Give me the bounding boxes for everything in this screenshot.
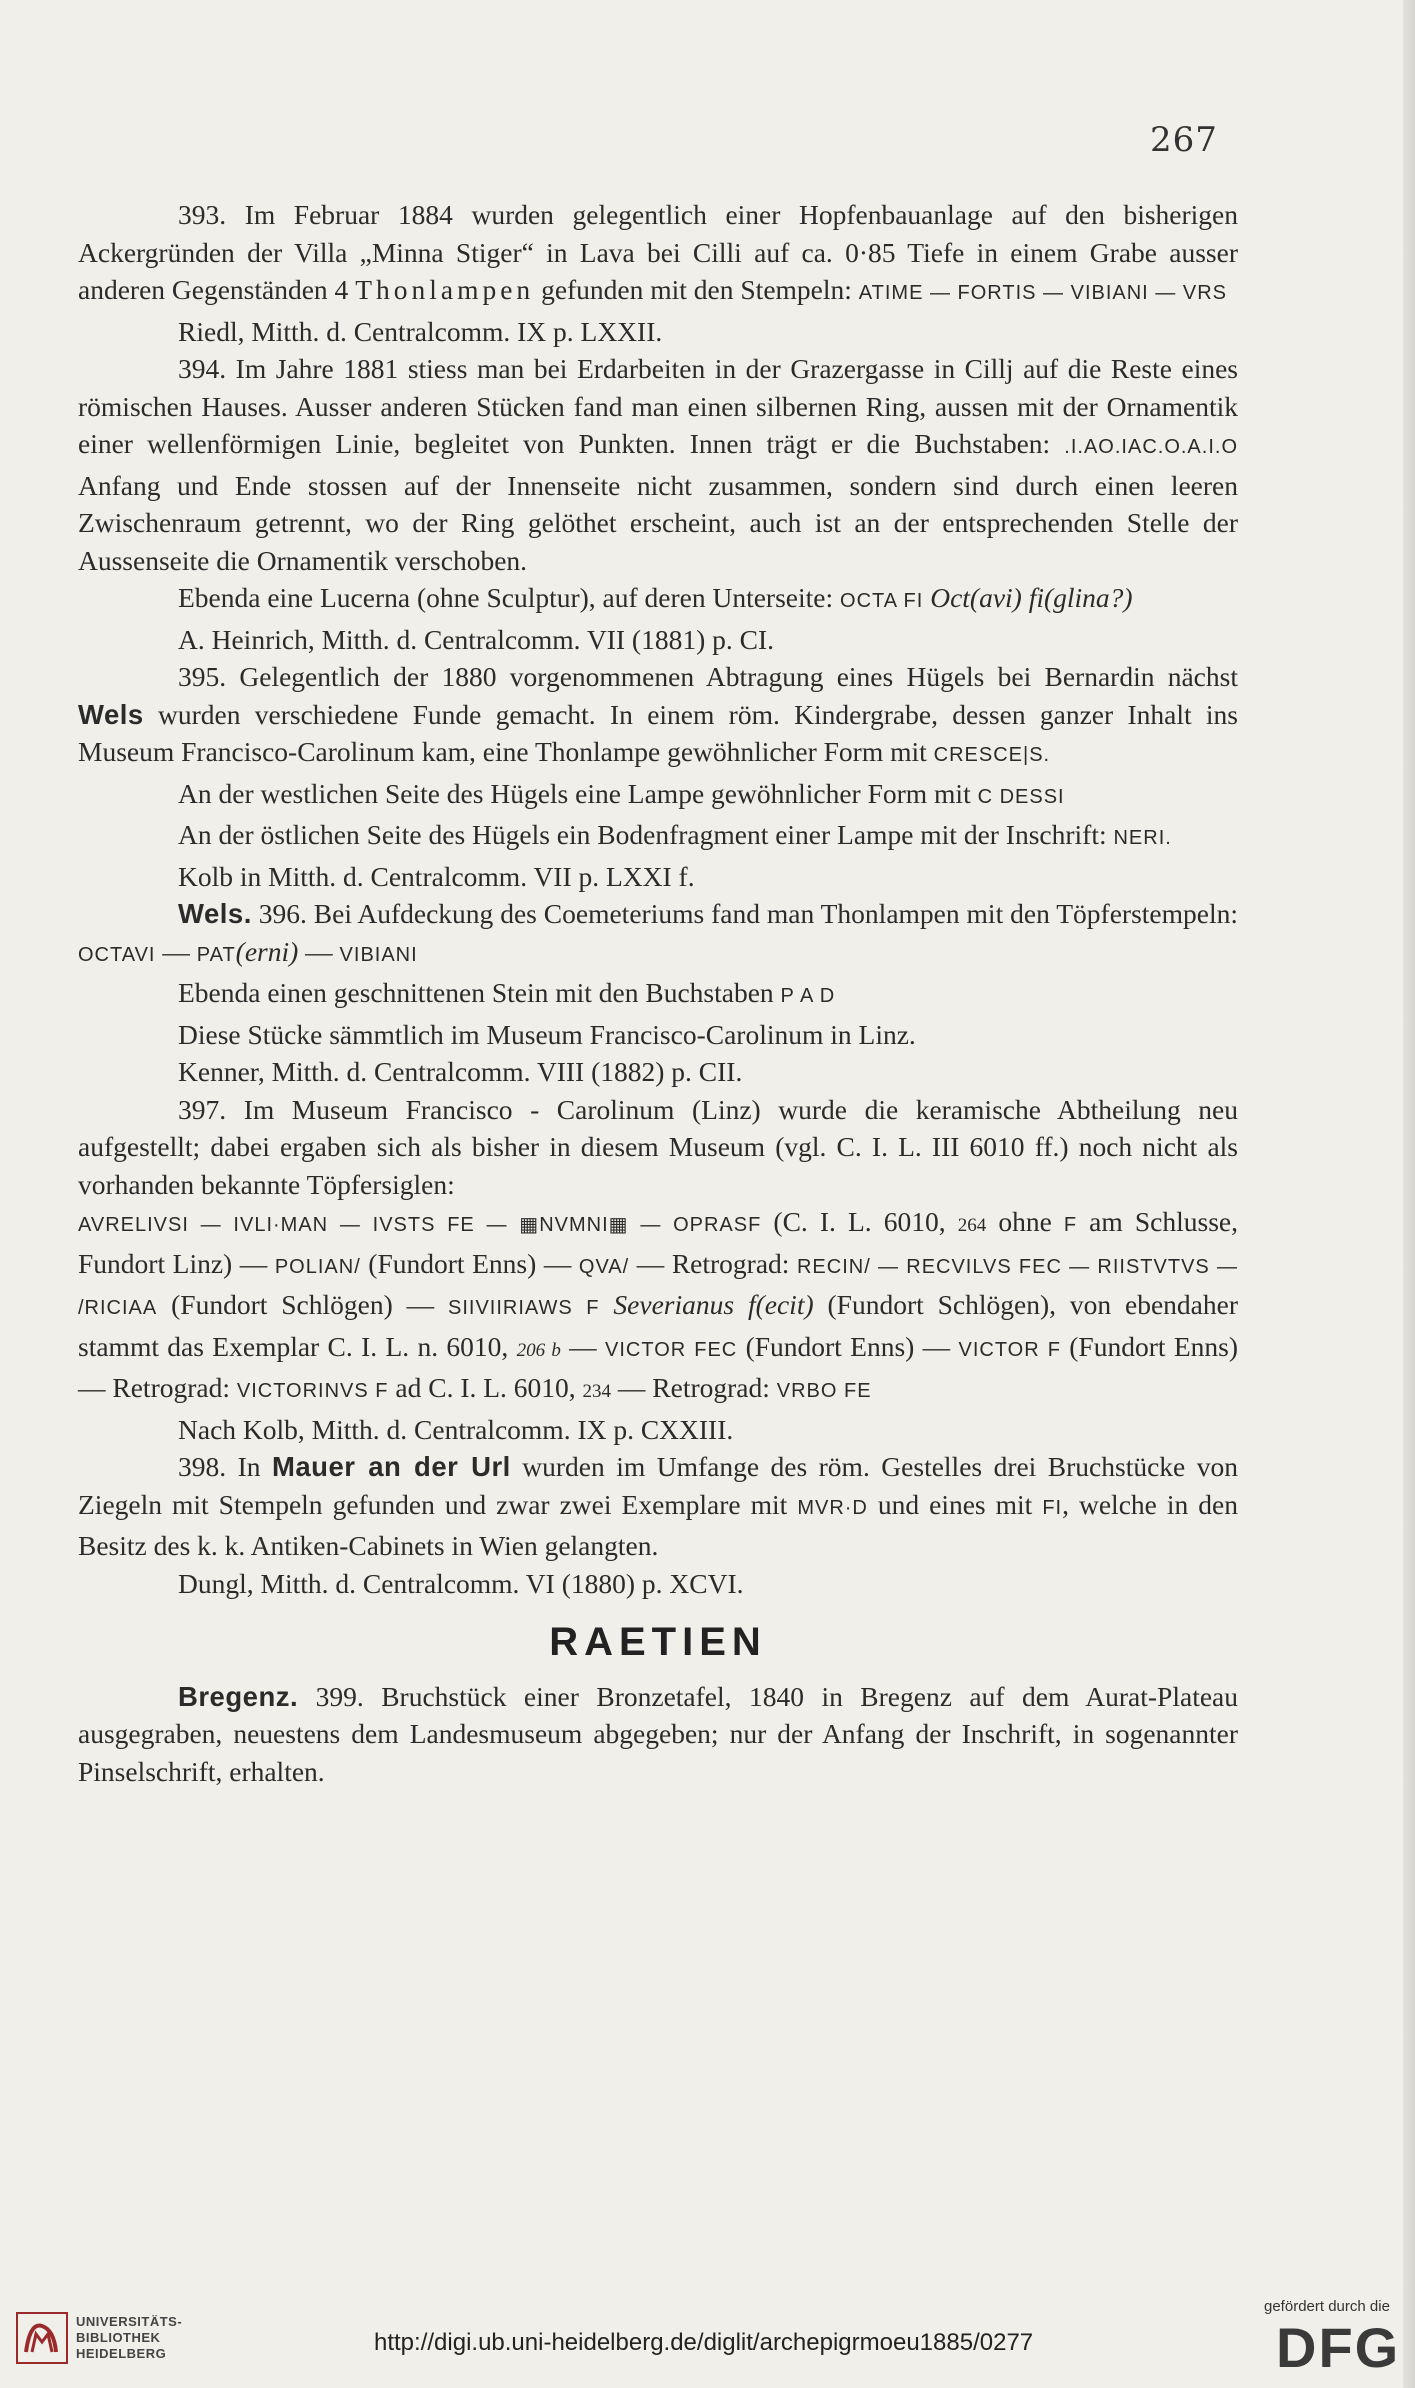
entry-397-stamp-7: VICTOR F bbox=[958, 1338, 1061, 1361]
page-number: 267 bbox=[1150, 120, 1218, 160]
entry-394-reading: Oct(avi) fi(glina?) bbox=[930, 582, 1133, 613]
entry-394-ref: A. Heinrich, Mitth. d. Centralcomm. VII (1881) p. CI. bbox=[178, 623, 774, 655]
entry-398-ref: Dungl, Mitth. d. Centralcomm. VI (1880) p. XCVI. bbox=[178, 1567, 744, 1599]
entry-397-t6: (Fundort Schlögen) — bbox=[157, 1289, 449, 1320]
entry-397-stamp-9: VRBO FE bbox=[776, 1380, 872, 1402]
library-name bbox=[76, 2314, 182, 2362]
entry-398-text-3: und eines mit bbox=[867, 1488, 1043, 1520]
entry-397-n264: 264 bbox=[957, 1215, 987, 1236]
library-seal-icon bbox=[16, 2312, 68, 2364]
entry-397-t9: (Fundort Enns) — bbox=[737, 1330, 959, 1362]
entry-395-ref: Kolb in Mitth. d. Centralcomm. VII p. LXXI f. bbox=[178, 860, 695, 892]
library-name-line-3: HEIDELBERG bbox=[76, 2346, 167, 2361]
entry-397-stamps bbox=[78, 1203, 1238, 1411]
entry-394-text-2: Anfang und Ende stossen auf der Innenseite nicht zusammen, sondern sind durch einen leeren Zwischenraum getrennt, wo der Ring gelöthet erscheint, auch ist an der entsprechenden Stelle der Aussenseite die Ornamentik verschoben. bbox=[78, 469, 1238, 576]
entry-398-text: 398. In bbox=[178, 1451, 272, 1482]
entry-396-dash-2: — bbox=[298, 935, 340, 967]
page-body bbox=[78, 196, 1238, 1790]
entry-397-ref: Nach Kolb, Mitth. d. Centralcomm. IX p. CXXIII. bbox=[178, 1413, 734, 1445]
entry-395-text-2: wurden verschiedene Funde gemacht. In einem röm. Kindergrabe, dessen ganzer Inhalt ins Museum Francisco-Carolinum kam, eine Thonlampe gewöhnlicher Form mit bbox=[78, 698, 1238, 767]
entry-393-text: 393. Im Februar 1884 wurden gelegentlich einer Hopfenbauanlage auf den bisherigen Ackergründen der Villa „Minna Stiger“ in Lava bei Cilli auf ca. 0·85 Tiefe in einem Grabe ausser anderen Gegenständen 4 bbox=[78, 199, 1238, 305]
entry-393-spaced: Thonlampen bbox=[355, 274, 535, 305]
dfg-wordmark: DFG bbox=[1276, 2316, 1401, 2379]
entry-397-t2: ohne bbox=[986, 1206, 1064, 1237]
entry-395-place: Wels bbox=[78, 698, 144, 730]
dfg-logo[interactable] bbox=[1256, 2298, 1406, 2378]
entry-397-t5: — Retrograd: bbox=[629, 1247, 797, 1279]
entry-396-stone bbox=[78, 974, 1238, 1016]
entry-397-n234: 234 bbox=[582, 1381, 612, 1402]
entry-397-stamp-1: AVRELIVSI — IVLI·MAN — IVSTS FE — ▦NVMNI▦ — OPRASF bbox=[78, 1214, 762, 1236]
entry-397-fecit: f(ecit) bbox=[747, 1289, 814, 1320]
entry-397-t7: (Fundort Schlögen), von ebendaher stammt das Exemplar C. I. L. n. 6010, bbox=[78, 1289, 1238, 1362]
entry-399-text: 399. Bruchstück einer Bronzetafel, 1840 in Bregenz auf dem Aurat-Plateau ausgegraben, neuestens dem Landesmuseum abgegeben; nur der Anfang der Inschrift, in sogenannter Pinselschrift, erhalten. bbox=[78, 1680, 1238, 1787]
entry-396-stamp-2: PAT bbox=[196, 943, 236, 966]
funded-by-text: gefördert durch die bbox=[1264, 2298, 1390, 2315]
entry-398-stamp-2: FI bbox=[1042, 1496, 1063, 1519]
entry-395-east bbox=[78, 816, 1238, 858]
entry-394-text: 394. Im Jahre 1881 stiess man bei Erdarbeiten in der Grazergasse in Cillj auf die Reste eines römischen Hauses. Ausser anderen Stücken fand man einen silbernen Ring, aussen mit der Ornamentik einer wellenförmigen Linie, begleitet von Punkten. Innen trägt er die Buchstaben: bbox=[78, 353, 1238, 459]
entry-396-stamp-3: VIBIANI bbox=[339, 943, 418, 966]
entry-393-text-2: gefunden mit den Stempeln: bbox=[534, 274, 859, 305]
entry-397-t3: am Schlusse, Fundort Linz) — bbox=[78, 1206, 1238, 1279]
library-name-line-1: UNIVERSITÄTS- bbox=[76, 2314, 183, 2329]
entry-395-stamp-2: C DESSI bbox=[977, 785, 1065, 808]
entry-399 bbox=[78, 1678, 1238, 1791]
entry-397-t12: — Retrograd: bbox=[611, 1372, 777, 1403]
entry-397-stamp-6: VICTOR FEC bbox=[605, 1338, 738, 1361]
entry-396-place: Wels. bbox=[178, 898, 252, 929]
entry-398-text-2: wurden im Umfange des röm. Gestelles drei Bruchstücke von Ziegeln mit Stempeln gefunden und zwar zwei Exemplare mit bbox=[78, 1451, 1238, 1520]
entry-395-stamp-3: NERI. bbox=[1113, 827, 1172, 849]
section-heading: RAETIEN bbox=[549, 1620, 767, 1664]
entry-396-stone-text: Ebenda einen geschnittenen Stein mit den Buchstaben bbox=[178, 977, 781, 1008]
entry-396-stamp-2-reading: (erni) bbox=[235, 935, 299, 967]
entry-397-stamp-2: POLIAN/ bbox=[274, 1255, 361, 1278]
entry-397-severianus: Severianus bbox=[613, 1289, 735, 1320]
entry-397-f: F bbox=[1063, 1214, 1078, 1236]
entry-394-lucerna-text: Ebenda eine Lucerna (ohne Sculptur), auf deren Unterseite: bbox=[178, 582, 841, 613]
entry-398-text-4: , welche in den Besitz des k. k. Antiken-Cabinets in Wien gelangten. bbox=[78, 1488, 1238, 1561]
entry-396-ref: Kenner, Mitth. d. Centralcomm. VIII (1882) p. CII. bbox=[178, 1056, 743, 1087]
entry-398-stamp-1: MVR·D bbox=[797, 1496, 868, 1519]
source-url-link[interactable]: http://digi.ub.uni-heidelberg.de/diglit/archepigrmoeu1885/0277 bbox=[374, 2329, 1034, 2356]
entry-394 bbox=[78, 350, 1238, 579]
entry-396 bbox=[78, 895, 1238, 974]
library-logo[interactable] bbox=[16, 2310, 206, 2368]
entry-395-text: 395. Gelegentlich der 1880 vorgenommenen Abtragung eines Hügels bei Bernardin nächst bbox=[178, 661, 1238, 692]
entry-395-west-text: An der westlichen Seite des Hügels eine Lampe gewöhnlicher Form mit bbox=[178, 777, 978, 809]
page-edge bbox=[1403, 0, 1415, 2388]
entry-393-ref: Riedl, Mitth. d. Centralcomm. IX p. LXXII. bbox=[178, 315, 663, 347]
entry-397-t4: (Fundort Enns) — bbox=[360, 1247, 579, 1279]
entry-397-t8: — bbox=[560, 1330, 606, 1362]
entry-397-stamp-3: QVA/ bbox=[578, 1255, 630, 1278]
entry-396-museum: Diese Stücke sämmtlich im Museum Francisco-Carolinum in Linz. bbox=[178, 1018, 916, 1050]
entry-393-stamps: ATIME — FORTIS — VIBIANI — VRS bbox=[858, 282, 1227, 304]
entry-397-n206: 206 b bbox=[516, 1339, 561, 1361]
entry-398 bbox=[78, 1448, 1238, 1565]
entry-398-place: Mauer an der Url bbox=[271, 1451, 511, 1482]
entry-395 bbox=[78, 658, 1238, 775]
entry-397-stamp-8: VICTORINVS F bbox=[236, 1380, 389, 1402]
entry-397-t10: (Fundort Enns) — Retrograd: bbox=[78, 1330, 1238, 1403]
entry-396-stamp-4: P A D bbox=[780, 985, 836, 1007]
entry-396-dash-1: — bbox=[155, 935, 197, 967]
entry-397-t1: (C. I. L. 6010, bbox=[761, 1206, 958, 1237]
entry-397: 397. Im Museum Francisco - Carolinum (Linz) wurde die keramische Abtheilung neu aufgestellt; dabei ergaben sich als bisher in diesem Museum (vgl. C. I. L. III 6010 ff.) noch nicht als vorhanden bekannte Töpfersiglen: bbox=[78, 1093, 1238, 1200]
library-name-line-2: BIBLIOTHEK bbox=[76, 2330, 161, 2345]
entry-394-stamp: OCTA FI bbox=[840, 590, 924, 612]
entry-397-stamp-4: RECIN/ — RECVILVS FEC — RIISTVTVS — /RICIAA bbox=[78, 1255, 1238, 1319]
entry-396-text: 396. Bei Aufdeckung des Coemeteriums fand man Thonlampen mit den Töpferstempeln: bbox=[251, 898, 1238, 929]
entry-399-place: Bregenz. bbox=[178, 1680, 299, 1712]
entry-394-lucerna bbox=[78, 579, 1238, 621]
entry-395-stamp-1: CRESCE|S. bbox=[933, 744, 1051, 766]
entry-396-stamp-1: OCTAVI bbox=[78, 943, 156, 966]
entry-394-letters: .I.AO.IAC.O.A.I.O bbox=[1064, 436, 1238, 458]
entry-395-west bbox=[78, 775, 1238, 817]
entry-395-east-text: An der östlichen Seite des Hügels ein Bodenfragment einer Lampe mit der Inschrift: bbox=[178, 819, 1114, 850]
entry-397-stamp-5: SIIVIIRIAWS F bbox=[448, 1297, 600, 1319]
entry-397-t11: ad C. I. L. 6010, bbox=[388, 1372, 583, 1403]
entry-393 bbox=[78, 196, 1238, 313]
